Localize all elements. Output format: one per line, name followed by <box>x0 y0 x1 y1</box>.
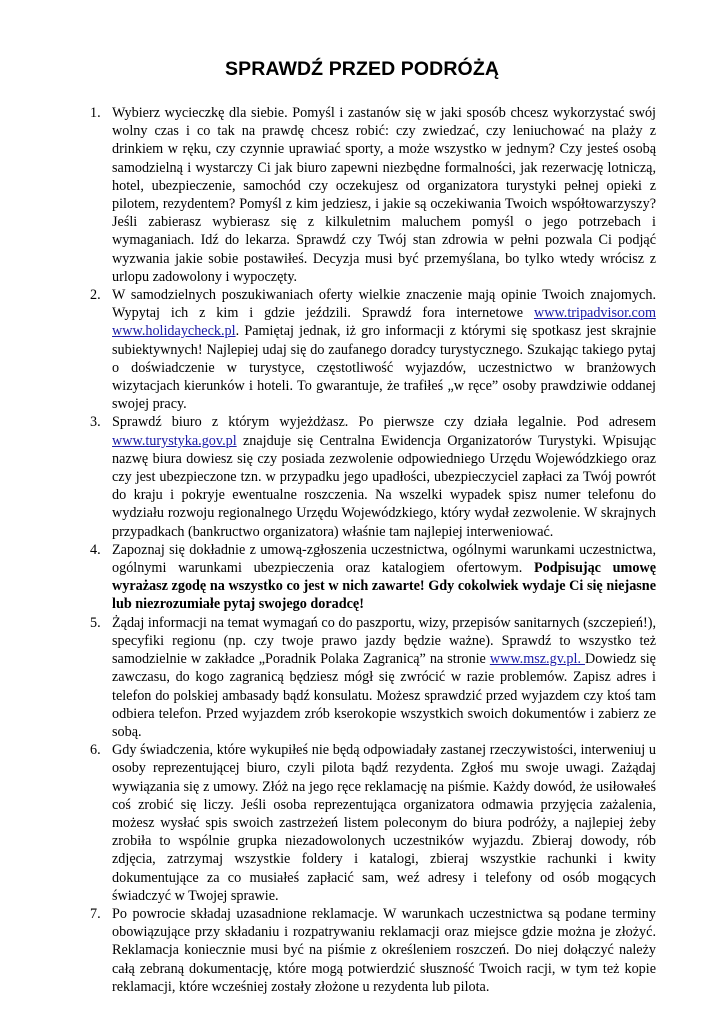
list-item <box>90 104 656 286</box>
item-number: 5. <box>90 614 101 631</box>
item-number: 6. <box>90 742 101 759</box>
list-item <box>90 614 656 741</box>
item-number: 7. <box>90 905 101 922</box>
item-text: Po powrocie składaj uzasadnione reklamacje. W warunkach uczestnictwa są podane terminy obowiązujące przy składaniu i rozpatrywaniu reklamacji oraz miejsce gdzie można je złożyć. Reklamacja koniecznie musi być na piśmie z określeniem roszczeń. Do niej dołączyć należy całą zebraną dokumentację, które mogą potwierdzić słuszność Twoich racji, w tym też kopie reklamacji, które wcześniej zostały złożone u rezydenta lub pilota. <box>112 905 656 995</box>
item-number: 4. <box>90 541 101 558</box>
item-text: W samodzielnych poszukiwaniach oferty wielkie znaczenie mają opinie Twoich znajomych. Wypytaj ich z kim i gdzie jeździli. Sprawdź fora internetowe <box>112 287 656 322</box>
list-item <box>90 286 656 413</box>
item-text: Wybierz wycieczkę dla siebie. Pomyśl i zastanów się w jaki sposób chcesz wykorzystać swój wolny czas i co tak na prawdę chcesz robić: czy zwiedzać, czy leniuchować na plaży z drinkiem w ręku, czy czynnie uprawiać sporty, a może wszystko w jednym? Czy jesteś osobą samodzielną i wystarczy Ci jak biuro zapewni niezbędne formalności, jak rezerwację lotniczą, hotel, ubezpieczenie, samochód czy oczekujesz od organizatora turystyki pełnej opieki z pilotem, rezydentem? Pomyśl z kim jedziesz, i jakie są oczekiwania Twoich współtowarzyszy? Jeśli zabierasz wybierasz się z kilkuletnim maluchem pomyśl o jego potrzebach i wymaganiach. Idź do lekarza. Sprawdź czy Twój stan zdrowia w pełni pozwala Ci podjąć wyzwania jakie sobie postawiłeś. Decyzja musi być przemyślana, bo tylko wtedy wrócisz z urlopu zadowolony i wypoczęty. <box>112 105 656 285</box>
list-item <box>90 905 656 996</box>
item-bold-warning: Podpisując umowę wyrażasz zgodę na wszystko co jest w nich zawarte! Gdy cokolwiek wydaje Ci się niejasne lub niezrozumiałe pytaj swojego doradcę! <box>112 560 657 613</box>
item-text: . Pamiętaj jednak, iż gro informacji z którymi się spotkasz jest skrajnie subiektywnych! Najlepiej udaj się do zaufanego doradcy turystycznego. Szukając takiego pytaj o doświadczenie w turystyce, częstotliwość wyjazdów, uczestnictwo w branżowych wizytacjach kierunków i hoteli. To gwarantuje, że trafiłeś „w ręce” osoby prawdziwie oddanej swojej pracy. <box>112 323 656 413</box>
advice-list <box>0 104 724 996</box>
item-number: 2. <box>90 287 101 304</box>
turystyka-gov-link[interactable]: www.turystyka.gov.pl <box>112 432 237 449</box>
item-number: 1. <box>90 105 101 121</box>
list-item <box>90 413 656 540</box>
item-text: Zapoznaj się dokładnie z umową-zgłoszenia uczestnictwa, ogólnymi warunkami uczestnictwa, ogólnymi warunkami ubezpieczenia oraz katalogiem ofertowym. <box>112 541 656 577</box>
item-text: Sprawdź biuro z którym wyjeżdżasz. Po pierwsze czy działa legalnie. Pod adresem <box>112 414 656 431</box>
page-title: SPRAWDŹ PRZED PODRÓŻĄ <box>224 58 500 80</box>
item-text: znajduje się Centralna Ewidencja Organizatorów Turystyki. Wpisując nazwę biura dowiesz się czy posiada zezwolenie odpowiedniego Urzędu Wojewódzkiego oraz czy jest ubezpieczone tzn. w przypadku jego upadłości, ubezpieczyciel zapłaci za Twój powrót do kraju i pokryje ewentualne roszczenia. Na wszelki wypadek spisz numer telefonu do wydziału rozwoju regionalnego Urzędu Wojewódzkiego, który wydał zezwolenie. W skrajnych przypadkach (bankructwo organizatora) właśnie tam najlepiej interweniować. <box>112 432 656 540</box>
item-number: 3. <box>90 414 101 431</box>
list-item <box>90 541 657 614</box>
msz-link[interactable]: www.msz.gv.pl. <box>489 651 585 668</box>
tripadvisor-link[interactable]: www.tripadvisor.com <box>533 305 656 322</box>
item-text: Dowiedz się zawczasu, do kogo zagranicą będziesz mógł się zwrócić w razie problemów. Zapisz adres i telefon do polskiej ambasady bądź konsulatu. Możesz sprawdzić przed wyjazdem czy ktoś tam odbiera telefon. Przed wyjazdem zrób kserokopie wszystkich swoich dokumentów i zabierz ze sobą. <box>112 651 656 740</box>
holidaycheck-link[interactable]: www.holidaycheck.pl <box>112 323 236 340</box>
list-item <box>90 741 656 905</box>
item-text: Gdy świadczenia, które wykupiłeś nie będą odpowiadały zastanej rzeczywistości, interweniuj u osoby reprezentującej biuro, czyli pilota bądź rezydenta. Zgłoś mu swoje uwagi. Zażądaj wywiązania się z umowy. Złóż na jego ręce reklamację na piśmie. Każdy dowód, że usiłowałeś coś zrobić się liczy. Jeśli osoba reprezentująca organizatora odmawia przyjęcia zażalenia, możesz wysłać spis swoich zastrzeżeń listem poleconym do biura podróży, a najlepiej żeby zrobiła to wspólnie grupka niezadowolonych uczestników wyjazdu. Zbieraj dowody, rób zdjęcia, zatrzymaj wszystkie foldery i katalogi, zbieraj wszystkie rachunki i kwity dokumentujące za co musiałeś zapłacić sam, weź adresy i telefony od osób mogących świadczyć w Twojej sprawie. <box>112 742 656 904</box>
item-text: Żądaj informacji na temat wymagań co do paszportu, wizy, przepisów sanitarnych (szczepień!), specyfiki regionu (np. czy twoje prawo jazdy będzie ważne). Sprawdź to wszystko też samodzielnie w zakładce „Poradnik Polaka Zagranicą” na stronie <box>112 614 656 668</box>
